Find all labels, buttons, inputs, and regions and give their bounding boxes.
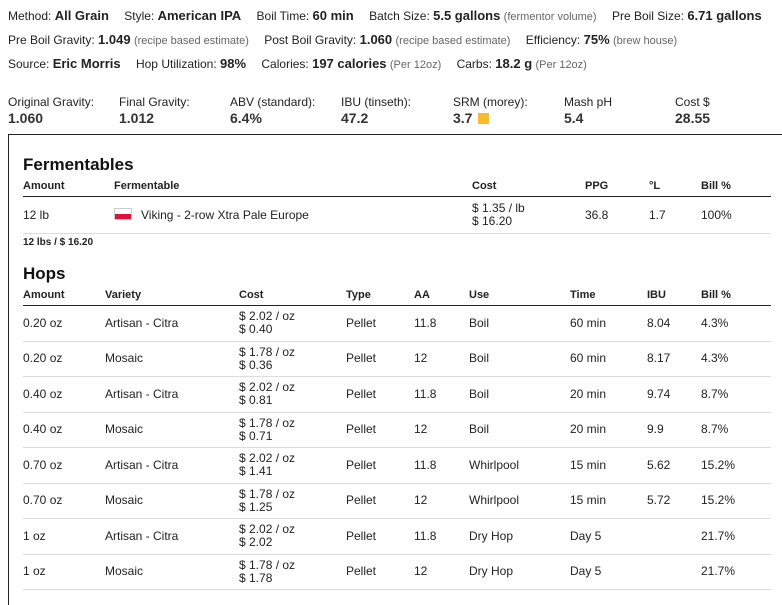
- variety-cell: [105, 341, 239, 377]
- type-cell: [346, 483, 414, 519]
- amount-cell: [23, 306, 105, 342]
- stat-value: 47.2: [341, 110, 369, 126]
- fermentables-table: [23, 175, 771, 234]
- table-row: [23, 341, 771, 377]
- bill-cell: [701, 554, 771, 590]
- source-value: Eric Morris: [52, 56, 121, 71]
- unit-cost: $ 1.35 / lb: [472, 201, 525, 215]
- type-value: Pellet: [346, 457, 377, 472]
- time-cell: [570, 519, 647, 555]
- fermentables-heading: Fermentables: [23, 155, 134, 174]
- aa-cell: [414, 412, 469, 448]
- cost-cell: [239, 341, 346, 377]
- boil-time-field: [257, 9, 354, 23]
- time-value: Day 5: [570, 528, 602, 543]
- bill-cell: [701, 412, 771, 448]
- source-field: [8, 57, 121, 71]
- hop-utilization-label: Hop Utilization:: [135, 57, 217, 71]
- batch-size-note: (fermentor volume): [503, 11, 597, 23]
- post-boil-gravity-note: (recipe based estimate): [395, 35, 511, 47]
- amount-cell: [23, 519, 105, 555]
- table-row: [23, 197, 771, 234]
- bill-value: 8.7%: [701, 386, 729, 401]
- col-variety: Variety: [105, 284, 239, 306]
- amount-cell: [23, 412, 105, 448]
- hops-table: [23, 284, 771, 590]
- batch-size-field: [369, 9, 597, 23]
- variety-cell: [105, 412, 239, 448]
- fermentables-summary: 12 lbs / $ 16.20: [23, 237, 94, 248]
- use-value: Dry Hop: [469, 564, 514, 579]
- ibu-cell: [647, 554, 701, 590]
- time-value: 60 min: [570, 351, 607, 366]
- table-row: [23, 377, 771, 413]
- carbs-field: [457, 57, 587, 71]
- aa-cell: [414, 448, 469, 484]
- ibu-value: 5.72: [647, 493, 671, 508]
- unit-cost: $ 2.02 / oz: [239, 451, 296, 466]
- recipe-stats: [8, 95, 782, 131]
- type-value: Pellet: [346, 315, 377, 330]
- table-row: [23, 483, 771, 519]
- aa-cell: [414, 341, 469, 377]
- amount-cell: [23, 377, 105, 413]
- use-value: Dry Hop: [469, 528, 514, 543]
- aa-value: 11.8: [414, 386, 437, 401]
- source-label: Source:: [8, 57, 50, 71]
- post-boil-gravity-field: [264, 33, 510, 47]
- aa-value: 11.8: [414, 528, 437, 543]
- bill-cell: [701, 306, 771, 342]
- stat-label: Original Gravity:: [8, 95, 95, 109]
- stat-original-gravity: [8, 95, 94, 126]
- use-value: Boil: [469, 422, 490, 437]
- time-value: 15 min: [570, 457, 607, 472]
- time-cell: [570, 341, 647, 377]
- hops-header-row: [23, 284, 771, 306]
- bill-cell: [701, 483, 771, 519]
- use-cell: [469, 306, 570, 342]
- boil-time-value: 60 min: [312, 8, 354, 23]
- cost-cell: [239, 412, 346, 448]
- calories-label: Calories:: [261, 57, 309, 71]
- col-cost: Cost: [472, 175, 585, 197]
- amount-value: 1 oz: [23, 528, 46, 543]
- lovibond-cell: 1.7: [649, 197, 701, 234]
- col-bill: Bill %: [701, 175, 771, 197]
- table-row: [23, 554, 771, 590]
- ibu-value: 5.62: [647, 457, 671, 472]
- stat-final-gravity: [119, 95, 190, 126]
- bill-cell: [701, 448, 771, 484]
- stat-cost: [675, 95, 710, 126]
- time-value: 15 min: [570, 493, 607, 508]
- bill-value: 15.2%: [701, 493, 736, 508]
- variety-cell: [105, 483, 239, 519]
- time-value: 20 min: [570, 422, 607, 437]
- stat-label: IBU (tinseth):: [341, 95, 412, 109]
- variety-value[interactable]: Mosaic: [105, 422, 144, 437]
- stat-label: Cost $: [675, 95, 710, 109]
- col-amount: Amount: [23, 175, 114, 197]
- time-cell: [570, 554, 647, 590]
- type-value: Pellet: [346, 493, 377, 508]
- use-value: Whirlpool: [469, 457, 520, 472]
- use-value: Whirlpool: [469, 493, 520, 508]
- aa-value: 12: [414, 351, 428, 366]
- type-cell: [346, 412, 414, 448]
- use-value: Boil: [469, 351, 490, 366]
- aa-value: 12: [414, 493, 428, 508]
- bill-value: 15.2%: [701, 457, 736, 472]
- amount-cell: [23, 554, 105, 590]
- efficiency-label: Efficiency:: [525, 33, 581, 47]
- col-bill: Bill %: [701, 284, 771, 306]
- stat-value: 5.4: [564, 110, 584, 126]
- bill-cell: 100%: [701, 197, 771, 234]
- cost-cell: [239, 306, 346, 342]
- amount-value: 0.70 oz: [23, 493, 63, 508]
- aa-cell: [414, 377, 469, 413]
- unit-cost: $ 1.78 / oz: [239, 415, 296, 430]
- unit-cost: $ 1.78 / oz: [239, 557, 296, 572]
- stat-label: Mash pH: [564, 95, 613, 109]
- time-value: 20 min: [570, 386, 607, 401]
- col-time: Time: [570, 284, 647, 306]
- pre-boil-gravity-note: (recipe based estimate): [133, 35, 249, 47]
- pre-boil-gravity-field: [8, 33, 249, 47]
- ibu-cell: [647, 483, 701, 519]
- table-row: [23, 306, 771, 342]
- bill-value: 21.7%: [701, 564, 736, 579]
- total-cost: $ 0.40: [239, 322, 273, 337]
- use-value: Boil: [469, 386, 490, 401]
- style-field: [124, 9, 241, 23]
- bill-value: 4.3%: [701, 351, 729, 366]
- cost-cell: [239, 554, 346, 590]
- bill-value: 8.7%: [701, 422, 729, 437]
- bill-value: 21.7%: [701, 528, 736, 543]
- variety-cell: [105, 377, 239, 413]
- stat-label: ABV (standard):: [230, 95, 316, 109]
- col-aa: AA: [414, 284, 469, 306]
- ibu-value: 8.04: [647, 315, 671, 330]
- ibu-cell: [647, 412, 701, 448]
- fermentable-name[interactable]: Viking - 2-row Xtra Pale Europe: [141, 208, 309, 222]
- amount-cell: [23, 448, 105, 484]
- bill-cell: [701, 341, 771, 377]
- cost-cell: [472, 197, 585, 234]
- efficiency-note: (brew house): [612, 35, 678, 47]
- time-value: Day 5: [570, 564, 602, 579]
- stat-value: 6.4%: [230, 110, 262, 126]
- bill-value: 4.3%: [701, 315, 729, 330]
- stat-value: 3.7: [453, 110, 473, 126]
- type-value: Pellet: [346, 386, 377, 401]
- unit-cost: $ 1.78 / oz: [239, 344, 296, 359]
- use-cell: [469, 412, 570, 448]
- use-cell: [469, 519, 570, 555]
- amount-value: 0.40 oz: [23, 422, 63, 437]
- unit-cost: $ 1.78 / oz: [239, 486, 296, 501]
- calories-note: (Per 12oz): [389, 59, 442, 71]
- variety-value[interactable]: Mosaic: [105, 493, 144, 508]
- total-cost: $ 0.36: [239, 357, 273, 372]
- type-value: Pellet: [346, 564, 377, 579]
- amount-value: 0.20 oz: [23, 351, 63, 366]
- variety-value[interactable]: Artisan - Citra: [105, 528, 179, 543]
- time-cell: [570, 483, 647, 519]
- amount-value: 0.20 oz: [23, 315, 63, 330]
- variety-value[interactable]: Artisan - Citra: [105, 315, 179, 330]
- variety-value[interactable]: Mosaic: [105, 351, 144, 366]
- total-cost: $ 0.81: [239, 393, 273, 408]
- col-ibu: IBU: [647, 284, 701, 306]
- ibu-cell: [647, 306, 701, 342]
- variety-cell: [105, 519, 239, 555]
- stat-value: 1.012: [119, 110, 155, 126]
- time-cell: [570, 306, 647, 342]
- col-amount: Amount: [23, 284, 105, 306]
- type-cell: [346, 341, 414, 377]
- pre-boil-size-value: 6.71 gallons: [687, 8, 762, 23]
- stat-value: 1.060: [8, 110, 44, 126]
- variety-cell: [105, 554, 239, 590]
- use-cell: [469, 554, 570, 590]
- stat-mash-ph: [564, 95, 612, 126]
- stat-srm: [453, 95, 528, 126]
- hop-utilization-value: 98%: [220, 56, 247, 71]
- total-cost: $ 1.78: [239, 570, 273, 585]
- ibu-cell: [647, 519, 701, 555]
- type-cell: [346, 519, 414, 555]
- ingredients-panel: [8, 134, 782, 605]
- unit-cost: $ 2.02 / oz: [239, 309, 296, 324]
- use-cell: [469, 341, 570, 377]
- style-label: Style:: [124, 9, 155, 23]
- method-value: All Grain: [54, 8, 109, 23]
- stat-value: 28.55: [675, 110, 711, 126]
- unit-cost: $ 2.02 / oz: [239, 380, 296, 395]
- cost-cell: [239, 519, 346, 555]
- ppg-cell: 36.8: [585, 197, 649, 234]
- style-value: American IPA: [157, 8, 242, 23]
- stat-abv: [230, 95, 315, 126]
- variety-cell: [105, 448, 239, 484]
- recipe-meta-line-2: [8, 32, 689, 47]
- ibu-value: 9.74: [647, 386, 671, 401]
- type-cell: [346, 377, 414, 413]
- stat-label: Final Gravity:: [119, 95, 190, 109]
- carbs-value: 18.2 g: [495, 56, 533, 71]
- type-cell: [346, 448, 414, 484]
- method-field: [8, 9, 109, 23]
- aa-value: 12: [414, 422, 428, 437]
- ibu-cell: [647, 448, 701, 484]
- cost-cell: [239, 377, 346, 413]
- col-type: Type: [346, 284, 414, 306]
- srm-color-swatch: [478, 113, 489, 124]
- batch-size-value: 5.5 gallons: [433, 8, 501, 23]
- pre-boil-size-field: [612, 9, 762, 23]
- use-cell: [469, 377, 570, 413]
- aa-value: 11.8: [414, 457, 437, 472]
- total-cost: $ 2.02: [239, 535, 273, 550]
- type-value: Pellet: [346, 351, 377, 366]
- aa-cell: [414, 554, 469, 590]
- variety-value[interactable]: Artisan - Citra: [105, 386, 179, 401]
- use-cell: [469, 483, 570, 519]
- time-cell: [570, 412, 647, 448]
- fermentables-header-row: [23, 175, 771, 197]
- bill-cell: [701, 377, 771, 413]
- post-boil-gravity-value: 1.060: [359, 32, 393, 47]
- col-cost: Cost: [239, 284, 346, 306]
- table-row: [23, 519, 771, 555]
- aa-cell: [414, 483, 469, 519]
- col-lovibond: °L: [649, 175, 701, 197]
- poland-flag-icon: [114, 208, 132, 220]
- total-cost: $ 0.71: [239, 428, 273, 443]
- type-value: Pellet: [346, 528, 377, 543]
- amount-value: 1 oz: [23, 564, 46, 579]
- variety-cell: [105, 306, 239, 342]
- variety-value[interactable]: Artisan - Citra: [105, 457, 179, 472]
- col-ppg: PPG: [585, 175, 649, 197]
- stat-ibu: [341, 95, 411, 126]
- variety-value[interactable]: Mosaic: [105, 564, 144, 579]
- amount-value: 0.40 oz: [23, 386, 63, 401]
- table-row: [23, 448, 771, 484]
- unit-cost: $ 2.02 / oz: [239, 522, 296, 537]
- use-cell: [469, 448, 570, 484]
- ibu-value: 8.17: [647, 351, 671, 366]
- pre-boil-gravity-value: 1.049: [98, 32, 131, 47]
- total-cost: $ 16.20: [472, 214, 513, 228]
- recipe-meta-line-3: [8, 56, 599, 71]
- table-row: [23, 412, 771, 448]
- method-label: Method:: [8, 9, 52, 23]
- time-value: 60 min: [570, 315, 607, 330]
- aa-value: 11.8: [414, 315, 437, 330]
- recipe-meta-line-1: [8, 8, 774, 23]
- time-cell: [570, 448, 647, 484]
- amount-cell: [23, 483, 105, 519]
- aa-cell: [414, 519, 469, 555]
- aa-cell: [414, 306, 469, 342]
- ibu-cell: [647, 377, 701, 413]
- type-cell: [346, 554, 414, 590]
- ibu-value: 9.9: [647, 422, 664, 437]
- col-fermentable: Fermentable: [114, 175, 472, 197]
- cost-cell: [239, 483, 346, 519]
- time-cell: [570, 377, 647, 413]
- efficiency-field: [526, 33, 677, 47]
- total-cost: $ 1.41: [239, 464, 273, 479]
- type-value: Pellet: [346, 422, 377, 437]
- total-cost: $ 1.25: [239, 499, 273, 514]
- aa-value: 12: [414, 564, 428, 579]
- use-value: Boil: [469, 315, 490, 330]
- fermentable-cell: [114, 197, 472, 234]
- cost-cell: [239, 448, 346, 484]
- type-cell: [346, 306, 414, 342]
- ibu-cell: [647, 341, 701, 377]
- boil-time-label: Boil Time:: [256, 9, 310, 23]
- bill-cell: [701, 519, 771, 555]
- hops-heading: Hops: [23, 264, 66, 283]
- calories-value: 197 calories: [312, 56, 387, 71]
- hop-utilization-field: [136, 57, 246, 71]
- pre-boil-size-label: Pre Boil Size:: [611, 9, 684, 23]
- stat-label: SRM (morey):: [453, 95, 528, 109]
- carbs-label: Carbs:: [456, 57, 492, 71]
- carbs-note: (Per 12oz): [535, 59, 587, 71]
- amount-cell: [23, 341, 105, 377]
- amount-value: 0.70 oz: [23, 457, 63, 472]
- batch-size-label: Batch Size:: [369, 9, 430, 23]
- amount-cell: 12 lb: [23, 197, 114, 234]
- efficiency-value: 75%: [583, 32, 610, 47]
- col-use: Use: [469, 284, 570, 306]
- calories-field: [261, 57, 441, 71]
- post-boil-gravity-label: Post Boil Gravity:: [264, 33, 357, 47]
- pre-boil-gravity-label: Pre Boil Gravity:: [8, 33, 95, 47]
